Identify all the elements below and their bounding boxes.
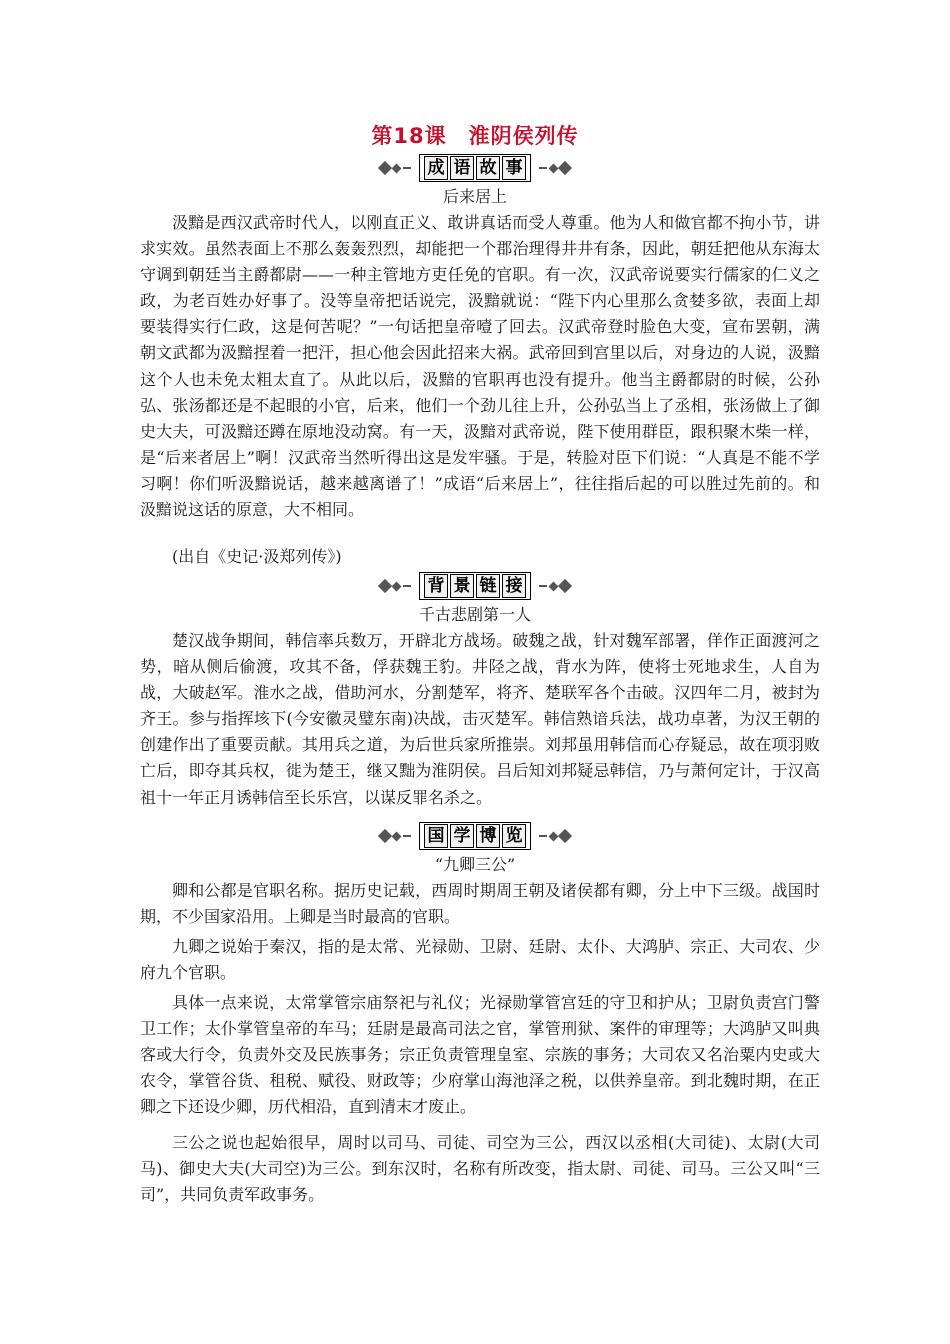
heading-char: 接 [502, 574, 526, 598]
left-diamond-ornament [380, 831, 411, 841]
section-subtitle: “九卿三公” [434, 855, 516, 874]
heading-char: 语 [450, 156, 474, 180]
section-banner-sinology [0, 822, 950, 850]
body-paragraph: 汲黯是西汉武帝时代人，以刚直正义、敢讲真话而受人尊重。他为人和做官都不拘小节，讲求实效。虽然表面上不那么轰轰烈烈，却能把一个郡治理得井井有条，因此，朝廷把他从东海太守调到朝廷当主爵都尉——一种主管地方吏任免的官职。有一次，汉武帝说要实行儒家的仁义之政，为老百姓办好事了。没等皇帝把话说完，汲黯就说：“陛下内心里那么贪婪多欲，表面上却要装得实行仁政，这是何苦呢？”一句话把皇帝噎了回去。汉武帝登时脸色大变，宣布罢朝，满朝文武都为汲黯捏着一把汗，担心他会因此招来大祸。武帝回到宫里以后，对身边的人说，汲黯这个人也未免太粗太直了。从此以后，汲黯的官职再也没有提升。他当主爵都尉的时候，公孙弘、张汤都还是不起眼的小官，后来，他们一个劲儿往上升，公孙弘当上了丞相，张汤做上了御史大夫，可汲黯还蹲在原地没动窝。有一天，汲黯对武帝说，陛下使用群臣，跟积聚木柴一样，是“后来者居上”啊！汉武帝当然听得出这是发牢骚。于是，转脸对臣下们说：“人真是不能不学习啊！你们听汲黯说话，越来越离谱了！”成语“后来居上”，往往指后起的可以胜过先前的。和汲黯说这话的原意，大不相同。 [140, 213, 820, 520]
section-subtitle: 后来居上 [442, 187, 507, 206]
section-banner-idiom-story [0, 154, 950, 182]
section-banner-background [0, 572, 950, 600]
right-diamond-ornament [539, 831, 570, 841]
right-diamond-ornament [539, 163, 570, 173]
heading-char: 学 [450, 824, 474, 848]
lesson-title: 第18课 淮阴侯列传 [371, 124, 579, 148]
heading-char: 国 [424, 824, 448, 848]
body-paragraph: 三公之说也起始很早，周时以司马、司徒、司空为三公，西汉以丞相(大司徒)、太尉(大司马)、御史大夫(大司空)为三公。到东汉时，名称有所改变，指太尉、司徒、司马。三公又叫“三司”，共同负责军政事务。 [140, 1133, 820, 1205]
heading-char: 博 [476, 824, 500, 848]
section-heading-background [419, 572, 531, 600]
heading-char: 览 [502, 824, 526, 848]
section-heading-idiom-story [419, 154, 531, 182]
heading-char: 链 [476, 574, 500, 598]
heading-char: 故 [476, 156, 500, 180]
heading-char: 成 [424, 156, 448, 180]
section-subtitle: 千古悲剧第一人 [418, 605, 531, 624]
body-paragraph: 卿和公都是官职名称。据历史记载，西周时期周王朝及诸侯都有卿，分上中下三级。战国时期，不少国家沿用。上卿是当时最高的官职。 [140, 881, 820, 927]
heading-char: 景 [450, 574, 474, 598]
right-diamond-ornament [539, 581, 570, 591]
left-diamond-ornament [380, 163, 411, 173]
body-paragraph: 楚汉战争期间，韩信率兵数万，开辟北方战场。破魏之战，针对魏军部署，佯作正面渡河之势，暗从侧后偷渡，攻其不备，俘获魏王豹。井陉之战，背水为阵，使将士死地求生，人自为战，大破赵军。淮水之战，借助河水，分割楚军，将齐、楚联军各个击破。汉四年二月，被封为齐王。参与指挥垓下(今安徽灵璧东南)决战，击灭楚军。韩信熟谙兵法，战功卓著，为汉王朝的创建作出了重要贡献。其用兵之道，为后世兵家所推崇。刘邦虽用韩信而心存疑忌，故在项羽败亡后，即夺其兵权，徙为楚王，继又黜为淮阴侯。吕后知刘邦疑忌韩信，乃与萧何定计，于汉高祖十一年正月诱韩信至长乐宫，以谋反罪名杀之。 [140, 631, 820, 807]
heading-char: 背 [424, 574, 448, 598]
section-heading-sinology [419, 822, 531, 850]
body-paragraph: 具体一点来说，太常掌管宗庙祭祀与礼仪；光禄勋掌管宫廷的守卫和护从；卫尉负责宫门警卫工作；太仆掌管皇帝的车马；廷尉是最高司法之官，掌管刑狱、案件的审理等；大鸿胪又叫典客或大行令，负责外交及民族事务；宗正负责管理皇室、宗族的事务；大司农又名治粟内史或大农令，掌管谷货、租税、赋役、财政等；少府掌山海池泽之税，以供养皇帝。到北魏时期，在正卿之下还设少卿，历代相沿，直到清末才废止。 [140, 993, 820, 1117]
heading-char: 事 [502, 156, 526, 180]
source-citation: (出自《史记·汲郑列传》) [172, 547, 342, 566]
left-diamond-ornament [380, 581, 411, 591]
body-paragraph: 九卿之说始于秦汉，指的是太常、光禄勋、卫尉、廷尉、太仆、大鸿胪、宗正、大司农、少府九个官职。 [140, 937, 820, 983]
